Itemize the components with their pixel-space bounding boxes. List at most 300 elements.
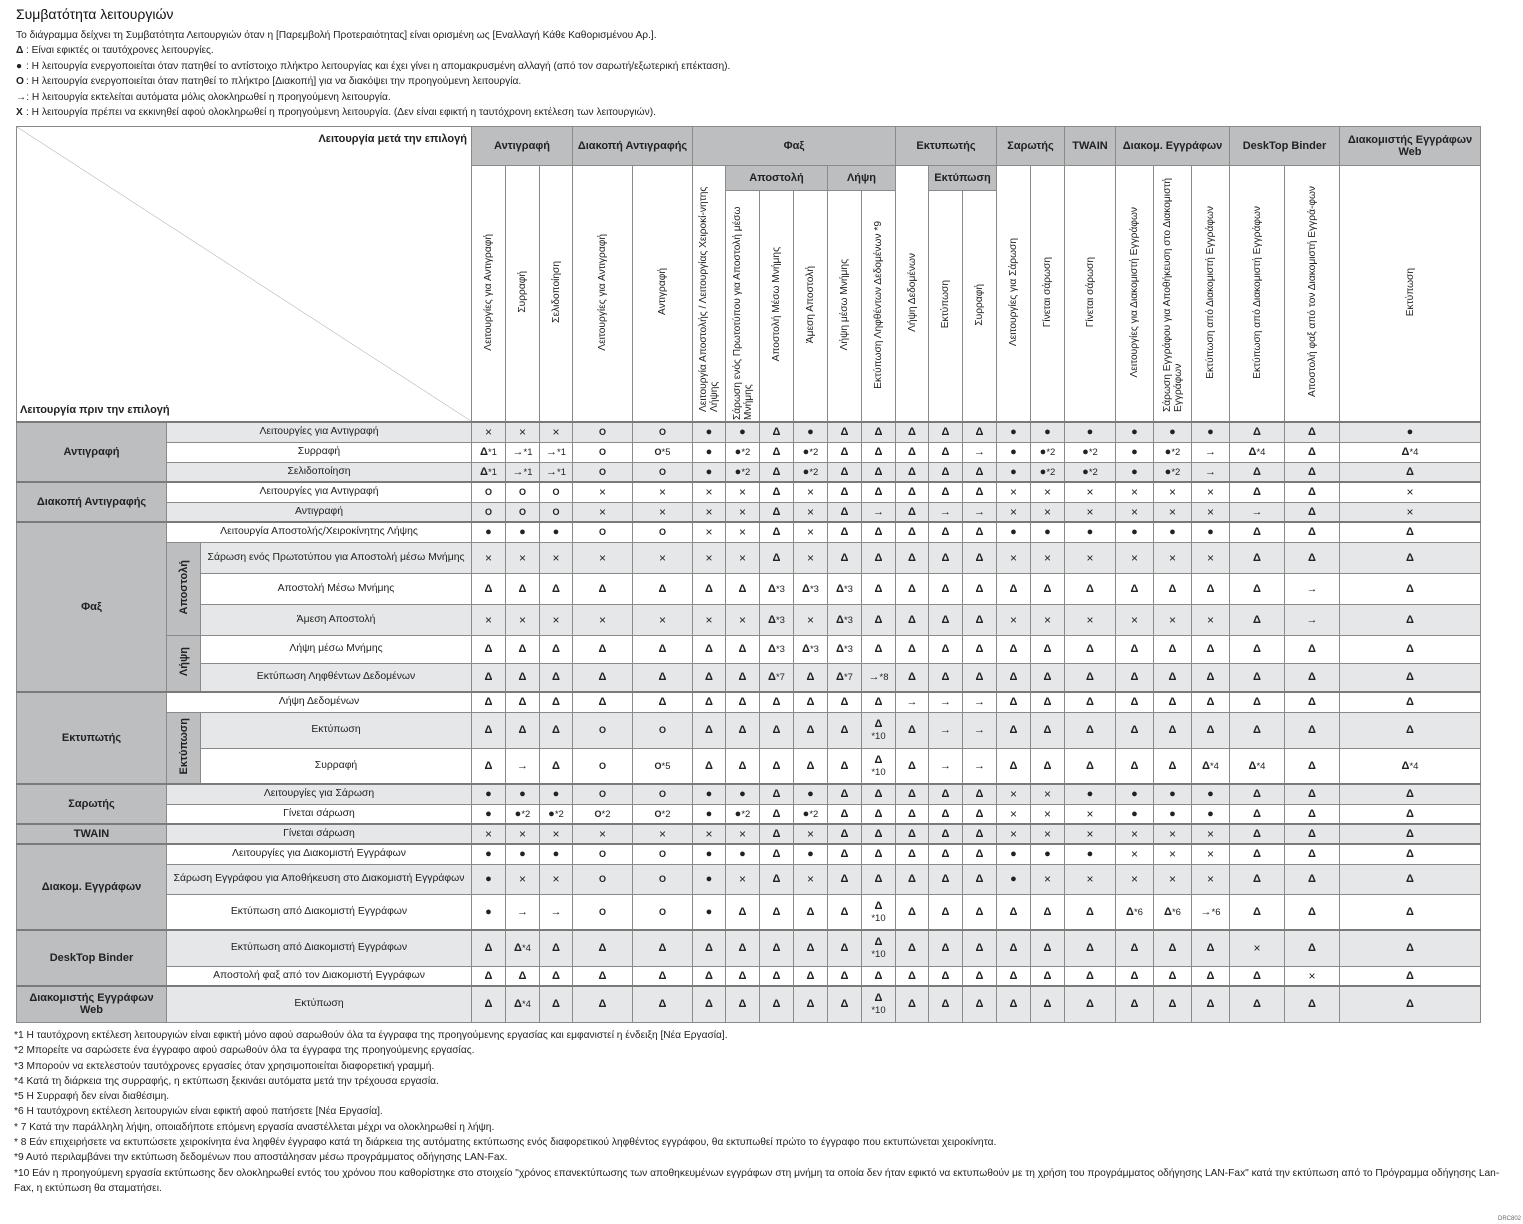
compat-cell [726,748,760,784]
cross-icon: × [1086,485,1094,500]
cross-icon: × [598,612,606,627]
compat-cell [472,422,506,442]
table-row [17,663,1481,692]
column-header: Λειτουργίες για Σάρωση [997,166,1031,423]
triangle-icon: Δ [1009,998,1018,1011]
legend-item [16,105,730,120]
footnote: *5 Η Συρραφή δεν είναι διαθέσιμη. [14,1091,170,1103]
row-label: Εκτύπωση Ληφθέντων Δεδομένων [201,663,472,692]
table-row [17,462,1481,482]
triangle-icon: Δ [1130,643,1139,655]
open-circle-icon: O [654,447,662,457]
compat-cell [1192,712,1230,748]
triangle-icon: Δ [705,998,713,1011]
compat-cell [693,804,726,824]
triangle-icon: Δ [1308,828,1316,840]
compat-cell [573,604,633,635]
filled-circle-icon: ● [802,807,810,820]
compat-cell [828,864,862,894]
compat-cell [1065,784,1116,804]
cross-icon: × [1130,485,1138,500]
compat-cell [1065,844,1116,864]
compat-cell [896,712,929,748]
category-label: Διακομιστής Εγγράφων Web [17,986,167,1022]
compat-cell [1285,635,1340,663]
footnote: *10 Εάν η προηγούμενη εργασία εκτύπωσης δεν ολοκληρωθεί εντός του χρόνου που καθορίστηκε στο στοιχείο "χρόνος επανεκτύπωσης των αποθηκευμένων εγγράφων στη μνήμη τα οποία δεν ήταν εφικτό να εκτυπωθούν με τη χρήση του προγράμματος οδήγησης LAN-Fax" κατά την εκτύπωση από το Πρόγραμμα οδήγησης Lan-Fax, η εκτύπωση θα σταματήσει. [14,1167,1500,1194]
compat-cell [506,966,540,986]
filled-circle-icon: ● [485,526,492,539]
compat-cell [540,522,573,542]
triangle-icon: Δ [1406,942,1414,955]
compat-cell [573,502,633,522]
filled-circle-icon: ● [1039,446,1047,458]
compat-cell [929,462,963,482]
triangle-icon: Δ [1308,873,1316,885]
triangle-icon: Δ [1308,759,1316,772]
open-circle-icon: O [598,447,606,457]
compat-cell [633,824,693,844]
compat-cell [760,604,794,635]
cross-icon: × [518,612,526,627]
arrow-right-icon: → [16,91,27,103]
column-header: Εκτύπωση από Διακομιστή Εγγράφων [1230,166,1285,423]
compat-cell [1192,502,1230,522]
compat-cell [963,692,997,712]
triangle-icon: Δ [552,724,560,736]
triangle-icon: Δ [1253,465,1261,478]
compat-cell [472,604,506,635]
compat-cell [633,542,693,573]
compat-cell [760,844,794,864]
triangle-icon: Δ [738,643,747,655]
compat-cell [997,663,1031,692]
compat-cell [540,692,573,712]
arrow-right-icon: → [517,759,528,772]
compat-cell [1230,712,1285,748]
group-header: Αντιγραφή [472,127,573,166]
footnote-ref: *2 [601,808,611,820]
table-row [17,986,1481,1022]
column-header: Σάρωση Εγγράφου για Αποθήκευση στο Διακομιστή Εγγράφων [1154,166,1192,423]
triangle-icon: Δ [908,613,916,626]
column-header: Λήψη Δεδομένων [896,166,929,423]
triangle-icon: Δ [1406,613,1414,626]
filled-circle-icon: ● [1086,788,1094,801]
category-label: Σαρωτής [17,784,167,824]
compat-cell [963,930,997,966]
triangle-icon: Δ [874,807,883,820]
compat-cell [1116,748,1154,784]
arrow-right-icon: → [868,671,880,684]
footnote: *6 Η ταυτόχρονη εκτέλεση λειτουργιών είναι εφικτή αφού πατήσετε [Νέα Εργασία]. [14,1106,383,1118]
compat-cell [1192,462,1230,482]
cross-icon: × [705,504,713,519]
corner-after-label: Λειτουργία μετά την επιλογή [318,133,467,145]
compat-cell [896,986,929,1022]
compat-cell [573,824,633,844]
triangle-icon: Δ [806,998,815,1011]
compat-cell [472,844,506,864]
table-row [17,604,1481,635]
filled-circle-icon: ● [739,788,746,801]
compat-cell [1065,422,1116,442]
filled-circle-icon: ● [552,848,560,861]
compat-cell [1192,986,1230,1022]
footnote: * 7 Κατά την παράλληλη λήψη, οποιαδήποτε επόμενη εργασία αναστέλλεται μέχρι να ολοκληρωθεί η λήψη. [14,1121,495,1133]
triangle-icon: Δ [1406,848,1414,861]
triangle-icon: Δ [484,759,493,772]
triangle-icon: Δ [1009,582,1018,595]
compat-cell [1230,986,1285,1022]
compat-cell [794,522,828,542]
arrow-right-icon: → [974,696,985,709]
compat-cell [828,844,862,864]
triangle-icon: Δ [1009,759,1018,772]
compat-cell [997,462,1031,482]
row-label: Αποστολή φαξ από τον Διακομιστή Εγγράφων [167,966,472,986]
cross-icon: × [705,612,713,627]
filled-circle-icon: ● [1044,848,1051,861]
compat-cell [506,784,540,804]
cross-icon: × [705,525,713,540]
footnote-ref: *1 [487,466,497,478]
compat-cell [506,604,540,635]
compat-cell [506,930,540,966]
compat-cell [997,966,1031,986]
triangle-icon: Δ [836,613,844,626]
triangle-icon: Δ [840,873,849,885]
triangle-icon: Δ [1130,759,1139,772]
compat-cell [1192,573,1230,604]
triangle-icon: Δ [705,724,713,736]
compat-cell [1285,542,1340,573]
filled-circle-icon: ● [1039,465,1047,478]
compat-cell [472,542,506,573]
compat-cell [540,482,573,502]
triangle-icon: Δ [1009,724,1018,736]
table-row [17,542,1481,573]
compat-cell [1340,712,1481,748]
compat-cell [1031,482,1065,502]
triangle-icon: Δ [738,582,747,595]
compat-cell [540,966,573,986]
compat-cell [794,462,828,482]
triangle-icon: Δ [874,848,883,861]
triangle-icon: Δ [705,942,713,955]
compat-cell [963,635,997,663]
compat-cell [760,482,794,502]
compat-cell [760,542,794,573]
triangle-icon: Δ [908,551,916,564]
triangle-icon: Δ [1308,724,1316,736]
table-row [17,573,1481,604]
triangle-icon: Δ [975,942,984,955]
compat-cell [963,422,997,442]
compat-cell [828,966,862,986]
triangle-icon: Δ [598,969,607,982]
compat-cell [1116,482,1154,502]
triangle-icon: Δ [1406,828,1414,840]
compat-cell [726,966,760,986]
triangle-icon: Δ [658,582,667,595]
compat-cell [1031,824,1065,844]
triangle-icon: Δ [1009,696,1018,709]
triangle-icon: Δ [975,807,984,820]
compat-cell [693,482,726,502]
triangle-icon: Δ [1043,905,1052,918]
compat-cell [862,784,896,804]
compat-cell [794,712,828,748]
compat-cell [693,784,726,804]
compat-cell [997,522,1031,542]
compat-cell [573,748,633,784]
column-header: Γίνεται σάρωση [1065,166,1116,423]
compat-cell [1154,502,1192,522]
compat-cell [1192,844,1230,864]
cross-icon: × [658,550,666,565]
compat-cell [472,864,506,894]
triangle-icon: Δ [806,969,815,982]
triangle-icon: Δ [1043,724,1052,736]
triangle-icon: Δ [1253,526,1261,539]
compat-cell [862,930,896,966]
filled-circle-icon: ● [739,426,746,439]
triangle-icon: Δ [484,696,493,709]
compat-cell [540,604,573,635]
compat-cell [573,522,633,542]
compat-cell [1065,442,1116,462]
triangle-icon: Δ [1308,998,1316,1011]
cross-icon: × [1168,872,1176,886]
cross-icon: × [1009,827,1017,841]
compat-cell [862,864,896,894]
compat-cell [1285,442,1340,462]
triangle-icon: Δ [874,753,883,766]
triangle-icon: Δ [518,724,527,736]
compat-cell [633,784,693,804]
compat-cell [997,986,1031,1022]
compat-cell [794,748,828,784]
compat-cell [760,502,794,522]
compat-cell [1340,844,1481,864]
triangle-icon: Δ [941,969,950,982]
column-header: Λειτουργίες για Διακομιστή Εγγράφων [1116,166,1154,423]
triangle-icon: Δ [1406,724,1414,736]
compat-cell [633,522,693,542]
triangle-icon: Δ [1308,505,1316,518]
triangle-icon: Δ [1253,671,1261,684]
compat-cell [1230,635,1285,663]
compat-cell [506,748,540,784]
cross-icon: × [1043,612,1051,627]
compat-cell [1230,844,1285,864]
arrow-right-icon: → [940,759,951,772]
compat-cell [1154,864,1192,894]
legend-text: : Η λειτουργία ενεργοποιείται όταν πατηθεί το πλήκτρο [Διακοπή] για να διακόψει την προηγούμενη λειτουργία. [26,76,522,88]
compat-cell [540,844,573,864]
footnote-ref: *10 [871,1005,886,1017]
group-header: Διακομιστής Εγγράφων Web [1340,127,1481,166]
triangle-icon: Δ [705,696,713,709]
triangle-icon: Δ [975,873,984,885]
compat-cell [1340,692,1481,712]
compat-cell [633,748,693,784]
triangle-icon: Δ [1126,905,1134,918]
triangle-icon: Δ [806,759,815,772]
compat-cell [633,573,693,604]
filled-circle-icon: ● [485,807,492,820]
triangle-icon: Δ [1406,526,1414,539]
triangle-icon: Δ [836,671,844,684]
compat-cell [573,712,633,748]
compat-cell [472,804,506,824]
compat-cell [828,502,862,522]
triangle-icon: Δ [941,788,950,801]
triangle-icon: Δ [518,969,527,982]
compat-cell [1340,604,1481,635]
filled-circle-icon: ● [734,465,742,478]
cross-icon: × [658,504,666,519]
triangle-icon: Δ [658,998,667,1011]
triangle-icon: Δ [874,551,883,564]
row-label: Εκτύπωση [201,712,472,748]
triangle-icon: Δ [16,45,24,57]
triangle-icon: Δ [1406,788,1414,801]
triangle-icon: Δ [941,486,950,499]
triangle-icon: Δ [1043,998,1052,1011]
compat-cell [1285,573,1340,604]
compat-cell [997,930,1031,966]
compat-cell [862,422,896,442]
column-header: Αποστολή φαξ από τον Διακομιστή Εγγρά-φων [1285,166,1340,423]
footnote-ref: *2 [1046,447,1056,458]
triangle-icon: Δ [1253,848,1261,861]
triangle-icon: Δ [1168,969,1177,982]
cross-icon: × [738,485,746,500]
compat-cell [828,894,862,930]
compat-cell [693,542,726,573]
compat-cell [633,422,693,442]
compat-cell [1192,692,1230,712]
triangle-icon: Δ [772,873,781,885]
cross-icon: × [518,550,526,565]
compat-cell [929,442,963,462]
compat-cell [1192,522,1230,542]
triangle-icon: Δ [1253,643,1261,655]
compat-cell [726,712,760,748]
triangle-icon: Δ [975,426,984,439]
table-row [17,522,1481,542]
filled-circle-icon: ● [1086,526,1094,539]
filled-circle-icon: ● [552,788,560,801]
compat-cell [726,522,760,542]
column-header: Εκτύπωση [929,191,963,423]
triangle-icon: Δ [518,643,527,655]
open-circle-icon: O [658,789,666,800]
footnote-ref: *1 [523,466,533,478]
compat-cell [633,482,693,502]
triangle-icon: Δ [772,446,781,458]
compat-cell [1192,930,1230,966]
compat-cell [929,663,963,692]
compat-cell [472,522,506,542]
compat-cell [963,573,997,604]
compat-cell [506,692,540,712]
compat-cell [1065,966,1116,986]
compatibility-table [16,126,1481,1023]
cross-icon: × [1130,872,1138,886]
compat-cell [1031,635,1065,663]
compat-cell [1065,663,1116,692]
compat-cell [794,692,828,712]
compat-cell [540,422,573,442]
cross-icon: × [806,550,814,565]
compat-cell [963,502,997,522]
open-circle-icon: O [658,527,666,538]
filled-circle-icon: ● [1010,873,1017,885]
legend-item [16,43,730,58]
compat-cell [862,712,896,748]
cross-icon: × [806,525,814,540]
arrow-right-icon: → [512,446,524,458]
row-label: Σάρωση Εγγράφου για Αποθήκευση στο Διακομιστή Εγγράφων [167,864,472,894]
table-row [17,824,1481,844]
compat-cell [1340,522,1481,542]
compat-cell [1340,824,1481,844]
compat-cell [963,824,997,844]
cross-icon: × [738,504,746,519]
open-circle-icon: O [552,487,560,498]
compat-cell [1031,663,1065,692]
footnote-ref: *3 [809,583,819,595]
open-circle-icon: O [654,808,662,819]
compat-cell [1065,573,1116,604]
triangle-icon: Δ [552,998,560,1011]
triangle-icon: Δ [1009,969,1018,982]
column-header: Λειτουργία Αποστολής / Λειτουργίας Χειροκί-νητης Λήψης [693,166,726,423]
compat-cell [760,635,794,663]
compat-cell [1230,966,1285,986]
compat-cell [828,604,862,635]
arrow-right-icon: → [940,505,951,518]
compat-cell [1340,986,1481,1022]
compat-cell [726,692,760,712]
cross-icon: × [1130,612,1138,627]
triangle-icon: Δ [874,582,883,595]
compat-cell [896,663,929,692]
compat-cell [1154,824,1192,844]
cross-icon: × [1206,612,1214,627]
compat-cell [929,542,963,573]
triangle-icon: Δ [802,643,810,655]
triangle-icon: Δ [1248,446,1257,458]
row-label: Λήψη Δεδομένων [167,692,472,712]
cross-icon: × [1168,504,1176,519]
cross-icon: × [806,504,814,519]
compat-cell [726,784,760,804]
compat-cell [1031,930,1065,966]
triangle-icon: Δ [1308,551,1316,564]
filled-circle-icon: ● [485,873,492,885]
triangle-icon: Δ [705,759,713,772]
triangle-icon: Δ [1086,942,1094,955]
row-label: Λειτουργίες για Διακομιστή Εγγράφων [167,844,472,864]
triangle-icon: Δ [768,643,776,655]
compat-cell [633,804,693,824]
compat-cell [1285,784,1340,804]
table-row [17,712,1481,748]
arrow-right-icon: → [974,505,985,518]
